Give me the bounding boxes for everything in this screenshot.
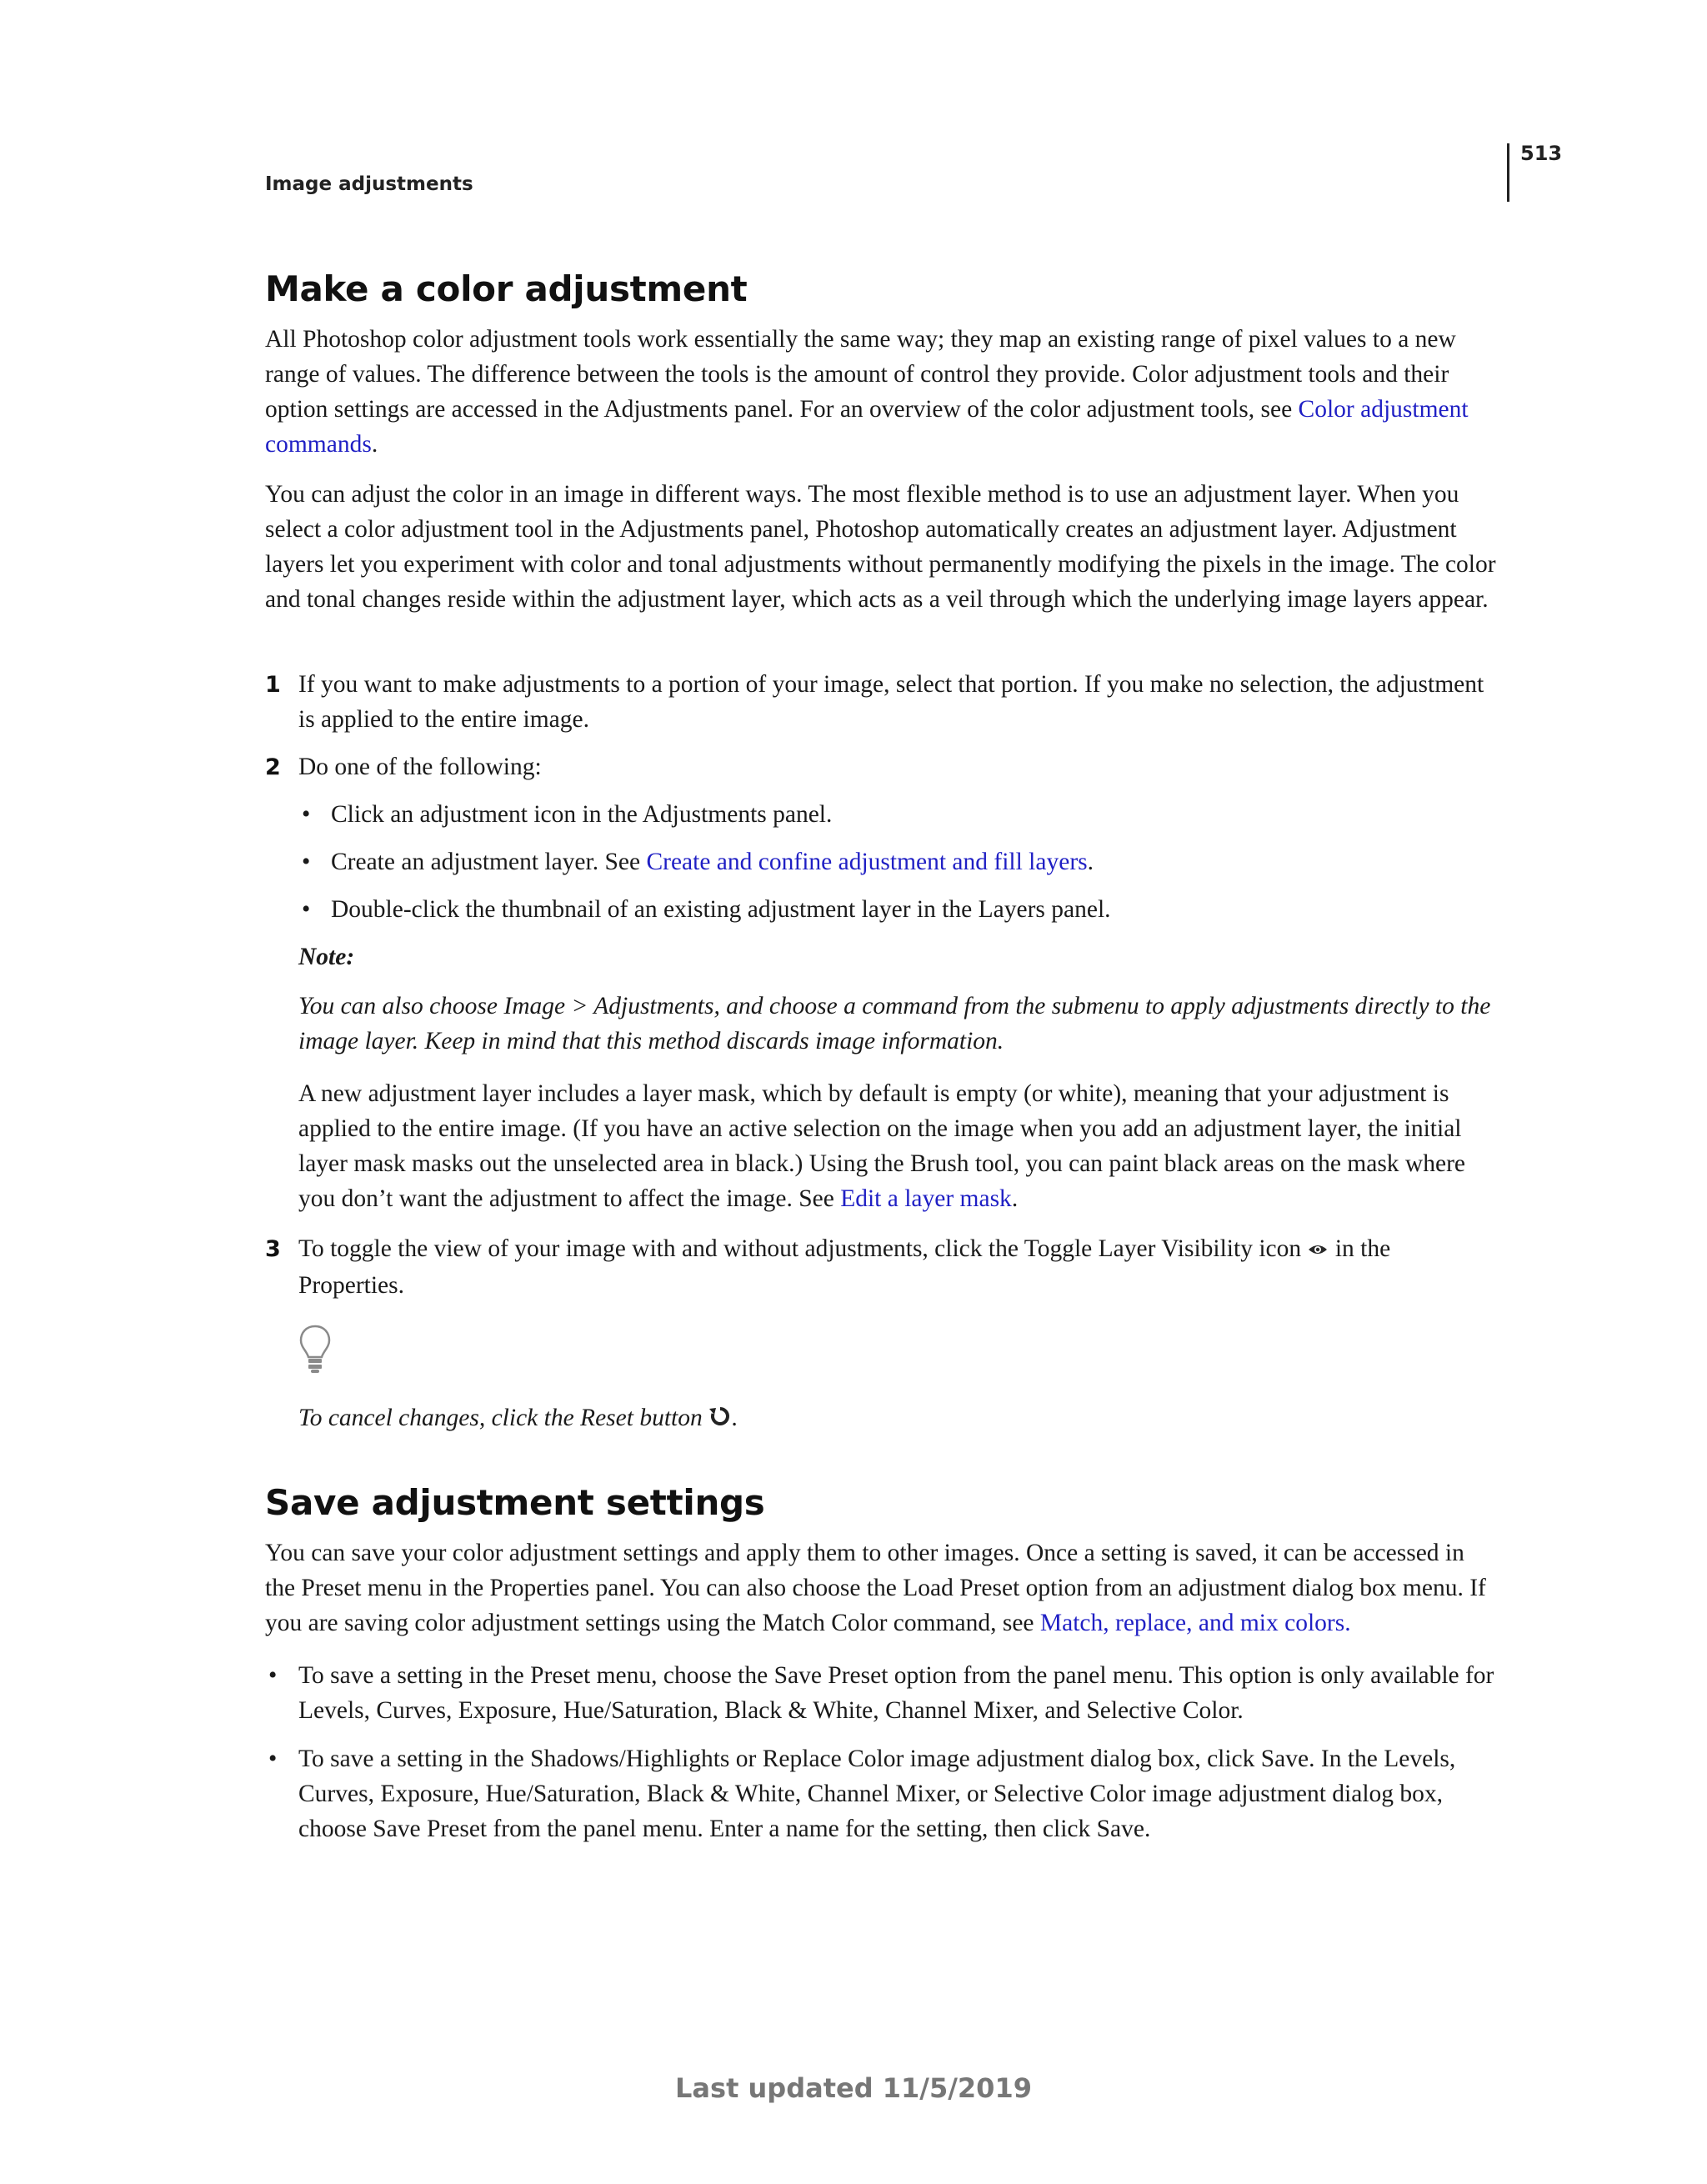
link-create-confine-layers[interactable]: Create and confine adjustment and fill layers xyxy=(646,849,1088,875)
lightbulb-icon xyxy=(298,1324,332,1378)
tip-text-body: To cancel changes, click the Reset button xyxy=(298,1405,703,1431)
link-color-adjustment-commands[interactable]: Color adjustment commands xyxy=(265,396,1469,458)
reset-icon xyxy=(708,1402,732,1437)
footer-last-updated: Last updated 11/5/2019 xyxy=(675,2072,1032,2104)
layer-mask-text: A new adjustment layer includes a layer mask, which by default is empty (or white), meaning that your adjustment is applied to the entire image. (If you have an active selection on the image when you add an adjustment layer, the initial layer mask masks out the unselected area in black.) Using the Brush tool, you can paint black areas on the mask where you don’t want the adjustment to affect the image. See xyxy=(298,1080,1465,1212)
link-edit-layer-mask[interactable]: Edit a layer mask xyxy=(840,1185,1012,1212)
step-1-text: If you want to make adjustments to a portion of your image, select that portion. If you make no selection, the adjustment is applied to the entire image. xyxy=(298,671,1484,733)
header-rule xyxy=(1507,143,1509,202)
bullet-double-click-thumbnail: Double-click the thumbnail of an existing adjustment layer in the Layers panel. xyxy=(331,896,1111,923)
bullet-save-dialog-box: To save a setting in the Shadows/Highlights or Replace Color image adjustment dialog box, click Save. In the Levels, Curves, Exposure, Hue/Saturation, Black & White, Channel Mixer, or Selective Color image adjustment dialog box, choose Save Preset from the panel menu. Enter a name for the setting, then click Save. xyxy=(298,1746,1456,1842)
bullet-marker: • xyxy=(302,801,311,828)
step-3-text xyxy=(298,1231,1499,1303)
intro-end: . xyxy=(371,431,378,458)
adjustment-layer-paragraph: You can adjust the color in an image in different ways. The most flexible method is to use an adjustment layer. When you select a color adjustment tool in the Adjustments panel, Photoshop automatically creates an adjustment layer. Adjustment layers let you experiment with color and tonal adjustments without permanently modifying the pixels in the image. The color and tonal changes reside within the adjustment layer, which acts as a veil through which the underlying image layers appear. xyxy=(265,481,1496,613)
bullet-click-adjustment-icon: Click an adjustment icon in the Adjustments panel. xyxy=(331,801,833,828)
link-match-replace-mix-colors[interactable]: Match, replace, and mix colors. xyxy=(1039,1610,1351,1636)
step-number-3: 3 xyxy=(265,1236,281,1262)
page-number: 513 xyxy=(1520,142,1563,165)
note-label: Note: xyxy=(298,944,355,970)
bullet-create-adjustment-layer xyxy=(331,844,1498,879)
bullet-marker: • xyxy=(302,896,311,923)
bullet-create-text: Create an adjustment layer. See xyxy=(331,849,647,875)
intro-text: All Photoshop color adjustment tools work essentially the same way; they map an existing range of pixel values to a new range of values. The difference between the tools is the amount of control they provide. Color adjustment tools and their option settings are accessed in the Adjustments panel. For an overview of the color adjustment tools, see xyxy=(265,326,1456,423)
bullet-create-end: . xyxy=(1087,849,1094,875)
bullet-marker: • xyxy=(268,1746,278,1772)
step-3-text-after: in the Properties. xyxy=(298,1235,1391,1300)
eye-icon xyxy=(1307,1233,1329,1268)
step-number-2: 2 xyxy=(265,754,281,780)
tip-text xyxy=(298,1400,1499,1437)
section-title-make-color-adjustment: Make a color adjustment xyxy=(265,268,748,309)
section-name: Image adjustments xyxy=(265,173,473,195)
save-settings-text: You can save your color adjustment settings and apply them to other images. Once a setting is saved, it can be accessed in the Preset menu in the Properties panel. You can also choose the Load Preset option from an adjustment dialog box menu. If you are saving color adjustment settings using the Match Color command, see xyxy=(265,1540,1486,1636)
bullet-marker: • xyxy=(268,1662,278,1689)
bullet-save-preset-menu: To save a setting in the Preset menu, choose the Save Preset option from the panel menu. This option is only available for Levels, Curves, Exposure, Hue/Saturation, Black & White, Channel Mixer, and Selective Color. xyxy=(298,1662,1494,1724)
step-number-1: 1 xyxy=(265,672,281,698)
section-title-save-adjustment-settings: Save adjustment settings xyxy=(265,1482,765,1523)
intro-paragraph xyxy=(265,322,1499,462)
layer-mask-paragraph xyxy=(298,1076,1499,1216)
layer-mask-end: . xyxy=(1011,1185,1019,1212)
save-settings-paragraph xyxy=(265,1535,1499,1641)
step-2-text: Do one of the following: xyxy=(298,754,542,780)
step-3-text-before: To toggle the view of your image with and without adjustments, click the Toggle Layer Visibility icon xyxy=(298,1235,1302,1262)
note-text: You can also choose Image > Adjustments, and choose a command from the submenu to apply adjustments directly to the image layer. Keep in mind that this method discards image information. xyxy=(298,993,1491,1054)
bullet-marker: • xyxy=(302,849,311,875)
tip-end: . xyxy=(732,1405,738,1431)
